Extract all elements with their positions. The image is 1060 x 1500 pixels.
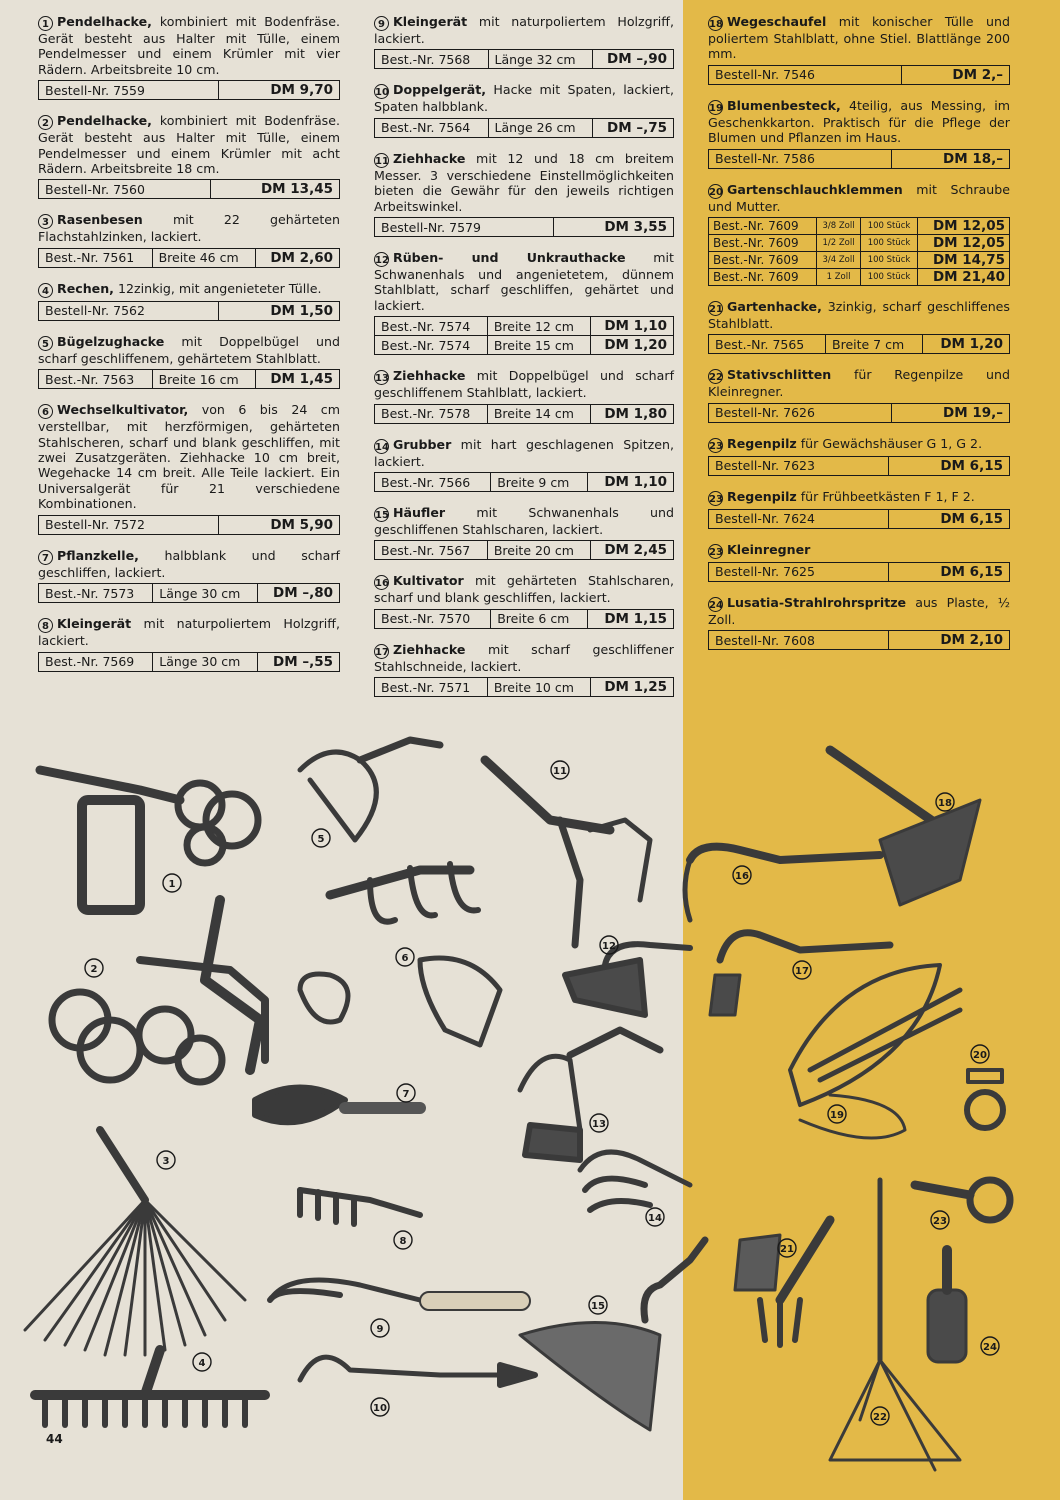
price-value: DM 1,80 [604,405,667,422]
item-name: Pendelhacke, [57,113,152,129]
item-name: Doppelgerät, [393,82,487,98]
callout-10: 10 [373,1403,387,1414]
cell-text: Best.-Nr. 7567 [381,542,471,558]
price-value: DM 1,10 [604,318,667,335]
tool-8-kleingeraet-drawing [300,1190,420,1224]
price-value: DM 6,15 [940,563,1003,580]
price-value: DM 1,10 [604,474,667,491]
item-text: Hacke mit Spaten, lackiert, Spaten halbblank. [374,82,674,115]
item-number-badge: 11 [374,153,389,168]
cell-text: Best.-Nr. 7609 [713,219,799,234]
price-value: DM 6,15 [940,457,1003,474]
cell-text: Bestell-Nr. 7579 [381,219,481,235]
item-text: mit Schraube und Mutter. [708,181,1010,214]
callout-21: 21 [780,1244,794,1255]
price-value: DM 18,– [942,150,1003,167]
item-name: Pflanzkelle, [57,547,139,563]
tool-24-strahlrohrspritze-drawing [928,1250,966,1362]
item-text: für Gewächshäuser G 1, G 2. [796,435,983,451]
price-value: DM 1,20 [604,337,667,354]
item-number-badge: 9 [374,16,389,31]
item-number-badge: 23 [708,491,723,506]
item-name: Kleingerät [393,14,468,29]
item-text: aus Plaste, ½ Zoll. [708,594,1010,627]
item-number-badge: 8 [38,618,53,633]
cell-text: 3/8 Zoll [822,221,855,232]
item-name: Blumenbesteck, [727,97,841,113]
item-text: mit hart geschlagenen Spitzen, lackiert. [374,436,674,469]
price-value: DM 9,70 [270,82,333,99]
tool-6-wechselkultivator-drawing [300,864,500,1045]
item-name: Grubber [393,436,452,452]
cell-text: 1/2 Zoll [822,238,855,249]
item-text: mit 22 gehärteten Flachstahlzinken, lackiert. [38,212,340,245]
price-value: DM 2,10 [940,632,1003,649]
item-number-badge: 23 [708,438,723,453]
tool-13-ziehhacke-drawing [520,1030,660,1160]
cell-text: 3/4 Zoll [822,255,855,266]
item-text: 4teilig, aus Messing, im Geschenkkarton. Praktisch für die Pflege der Blumen und Pflanzen im Haus. [708,97,1010,146]
tool-11-ziehhacke-drawing [485,760,650,945]
cell-text: Bestell-Nr. 7560 [45,181,145,197]
price-value: DM 21,40 [932,269,1005,286]
price-value: DM –,90 [606,51,667,68]
tool-23-regenpilz-drawing [915,1180,1010,1220]
item-text: kombiniert mit Bodenfräse. Gerät besteht aus Halter mit Tülle, einem Pendelmesser und einem Krümler mit acht Rädern. Arbeitsbreite 18 cm. [38,113,340,177]
cell-text: 100 Stück [867,238,911,249]
item-text: 12zinkig, mit angenieteter Tülle. [113,280,322,296]
callout-9: 9 [376,1324,384,1335]
callout-15: 15 [591,1301,605,1312]
cell-text: Breite 7 cm [832,336,905,352]
cell-text: Breite 20 cm [493,542,574,558]
price-value: DM 6,15 [940,510,1003,527]
item-number-badge: 22 [708,369,723,384]
cell-text: Best.-Nr. 7578 [381,406,471,422]
illustration-callout-numbers [91,766,997,1423]
item-name: Rasenbesen [57,212,143,228]
item-text: halbblank und scharf geschliffen, lackiert. [38,547,340,580]
item-number-badge: 1 [38,16,53,31]
cell-text: Best.-Nr. 7570 [381,611,471,627]
cell-text: Bestell-Nr. 7562 [45,303,145,319]
tool-5-buegelzughacke-drawing [300,740,440,840]
item-number-badge: 6 [38,404,53,419]
cell-text: Best.-Nr. 7574 [381,318,471,334]
item-number-badge: 19 [708,100,723,115]
item-text: mit naturpoliertem Holzgriff, lackiert. [374,14,674,46]
cell-text: Bestell-Nr. 7546 [715,67,815,83]
callout-18: 18 [938,798,952,809]
callout-14: 14 [648,1213,662,1224]
cell-text: Best.-Nr. 7609 [713,236,799,251]
tool-3-rasenbesen-drawing [25,1130,245,1355]
tool-1-pendelhacke-drawing [40,770,258,910]
item-name: Ziehhacke [393,150,466,166]
page-number: 44 [46,1432,63,1446]
cell-text: 100 Stück [867,221,911,232]
item-name: Regenpilz [727,435,797,451]
price-value: DM 1,20 [940,336,1003,353]
callout-1: 1 [168,879,176,890]
cell-text: Bestell-Nr. 7572 [45,517,145,533]
cell-text: Bestell-Nr. 7623 [715,458,815,474]
item-name: Bügelzughacke [57,333,165,349]
cell-text: Best.-Nr. 7565 [715,336,805,352]
item-text: mit Schwanenhals und geschliffenen Stahlscharen, lackiert. [374,505,674,538]
item-text: mit Doppelbügel und scharf geschliffenem Stahlblatt, lackiert. [374,368,674,401]
tool-20-schlauchklemme-drawing [967,1070,1003,1128]
cell-text: Bestell-Nr. 7624 [715,511,815,527]
cell-text: Breite 14 cm [493,406,574,422]
item-number-badge: 23 [708,544,723,559]
price-value: DM 12,05 [932,235,1005,252]
cell-text: Best.-Nr. 7609 [713,253,799,268]
cell-text: 100 Stück [867,272,911,283]
item-name: Rechen, [57,280,114,296]
cell-text: Breite 46 cm [158,250,239,266]
callout-23: 23 [933,1216,947,1227]
callout-24: 24 [983,1342,997,1353]
price-value: DM 12,05 [932,218,1005,235]
price-value: DM 1,45 [270,371,333,388]
illustration-callouts [85,761,999,1425]
item-name: Stativschlitten [727,367,832,383]
callout-7: 7 [402,1089,410,1100]
cell-text: Best.-Nr. 7574 [381,337,471,353]
cell-text: Best.-Nr. 7609 [713,270,799,285]
price-value: DM 19,– [942,404,1003,421]
cell-text: 1 Zoll [826,272,851,283]
item-number-badge: 21 [708,301,723,316]
price-value: DM 2,45 [604,542,667,559]
item-name: Häufler [393,505,446,521]
item-text: von 6 bis 24 cm verstellbar, mit herzförmigen, gehärteten Stahlscheren, scharf und blank geschliffen, mit zwei Zusatzgeräten. Ziehhacke 10 cm breit, Wegehacke 14 cm breit. Alle Teile lackiert. Ein Universalgerät für 21 verschiedene Kombinationen. [38,402,340,512]
tool-4-rechen-drawing [35,1350,265,1425]
price-value: DM 1,50 [270,302,333,319]
cell-text: Best.-Nr. 7571 [381,679,471,695]
item-name: Kultivator [393,573,464,589]
tool-21-gartenhacke-drawing [735,1220,830,1345]
tool-2-pendelhacke-drawing [52,900,265,1082]
callout-17: 17 [795,966,809,977]
item-name: Kleingerät [57,616,132,632]
cell-text: Best.-Nr. 7573 [45,585,135,601]
price-value: DM –,80 [272,585,333,602]
cell-text: 100 Stück [867,255,911,266]
item-name: Kleinregner [727,541,811,557]
cell-text: Länge 26 cm [494,120,576,136]
price-value: DM 5,90 [270,516,333,533]
cell-text: Bestell-Nr. 7586 [715,151,815,167]
cell-text: Best.-Nr. 7569 [45,654,135,669]
cell-text: Breite 15 cm [493,337,574,353]
callout-6: 6 [401,953,409,964]
callout-22: 22 [873,1412,887,1423]
callout-3: 3 [162,1156,170,1167]
item-number-badge: 4 [38,283,53,298]
price-value: DM 2,60 [270,249,333,266]
item-number-badge: 5 [38,336,53,351]
tool-9-kleingeraet-drawing [270,1280,530,1310]
item-number-badge: 13 [374,370,389,385]
price-value: DM 3,55 [604,219,667,236]
tool-10-doppelgeraet-drawing [300,1357,535,1385]
item-name: Gartenschlauchklemmen [727,181,903,197]
cell-text: Bestell-Nr. 7626 [715,405,815,421]
price-value: DM –,75 [606,119,667,136]
item-name: Lusatia-Strahlrohrspritze [727,594,907,610]
tool-12-rueben-unkrauthacke-drawing [565,944,690,1015]
cell-text: Länge 30 cm [159,654,241,669]
item-number-badge: 7 [38,550,53,565]
cell-text: Best.-Nr. 7564 [381,120,471,136]
price-value: DM 1,25 [604,679,667,696]
cell-text: Best.-Nr. 7563 [45,371,135,387]
item-name: Regenpilz [727,488,797,504]
cell-text: Best.-Nr. 7561 [45,250,135,266]
item-number-badge: 18 [708,16,723,31]
tool-7-pflanzkelle-drawing [255,1088,420,1123]
cell-text: Breite 16 cm [158,371,239,387]
item-number-badge: 14 [374,439,389,454]
callout-20: 20 [973,1050,987,1061]
item-text: mit Doppelbügel und scharf geschliffenem, gehärtetem Stahlblatt. [38,333,340,366]
tool-19-blumenbesteck-drawing [790,965,960,1138]
item-name: Ziehhacke [393,368,466,384]
item-name: Wechselkultivator, [57,402,189,418]
item-name: Pendelhacke, [57,14,152,29]
callout-8: 8 [399,1236,407,1247]
price-value: DM 14,75 [932,252,1005,269]
price-value: DM 2,– [952,66,1003,83]
item-number-badge: 10 [374,84,389,99]
callout-12: 12 [602,941,616,952]
cell-text: Länge 32 cm [494,51,576,67]
item-number-badge: 16 [374,575,389,590]
item-text: 3zinkig, scharf geschliffenes Stahlblatt. [708,299,1010,332]
tool-14-grubber-drawing [580,1152,690,1210]
cell-text: Breite 12 cm [493,318,574,334]
tool-18-wegeschaufel-drawing [830,750,980,905]
item-name: Ziehhacke [393,641,466,657]
callout-2: 2 [90,964,98,975]
callout-19: 19 [830,1110,844,1121]
item-text: mit konischer Tülle und poliertem Stahlblatt, ohne Stiel. Blattlänge 200 mm. [708,14,1010,62]
cell-text: Bestell-Nr. 7625 [715,564,815,580]
item-number-badge: 2 [38,115,53,130]
item-text: kombiniert mit Bodenfräse. Gerät besteht aus Halter mit Tülle, einem Pendelmesser und einem Krümler mit vier Rädern. Arbeitsbreite 10 cm. [38,14,340,77]
cell-text: Bestell-Nr. 7608 [715,632,815,648]
item-text: für Regenpilze und Kleinregner. [708,367,1010,400]
price-value: DM 13,45 [260,181,333,198]
callout-5: 5 [317,834,325,845]
item-text: mit 12 und 18 cm breitem Messer. 3 verschiedene Einstellmöglichkeiten bieten die Gewähr für den jeweils richtigen Arbeitswinkel. [374,150,674,214]
item-text: mit scharf geschliffener Stahlschneide, lackiert. [374,641,674,674]
cell-text: Breite 10 cm [493,679,574,695]
item-text: mit naturpoliertem Holzgriff, lackiert. [38,616,340,649]
cell-text: Breite 6 cm [497,611,570,627]
item-number-badge: 24 [708,597,723,612]
item-text: mit gehärteten Stahlscharen, scharf und blank geschliffen, lackiert. [374,573,674,606]
callout-11: 11 [553,766,567,777]
item-number-badge: 17 [374,644,389,659]
item-name: Wegeschaufel [727,14,827,29]
cell-text: Best.-Nr. 7568 [381,51,471,67]
cell-text: Breite 9 cm [497,474,570,490]
callout-4: 4 [198,1358,206,1369]
callout-13: 13 [592,1119,606,1130]
cell-text: Bestell-Nr. 7559 [45,82,145,98]
item-number-badge: 3 [38,214,53,229]
callout-16: 16 [735,871,749,882]
item-number-badge: 12 [374,252,389,267]
tool-15-haeufler-drawing [520,1240,705,1430]
tool-16-kultivator-drawing [685,847,880,920]
cell-text: Best.-Nr. 7566 [381,474,471,490]
price-value: DM 1,15 [604,610,667,627]
item-number-badge: 20 [708,184,723,199]
item-number-badge: 15 [374,507,389,522]
item-name: Gartenhacke, [727,299,822,315]
item-text: mit Schwanenhals und angenietetem, dünnem Stahlblatt, scharf geschliffen, gehärtet und lackiert. [374,250,674,313]
cell-text: Länge 30 cm [159,585,241,601]
item-text: für Frühbeetkästen F 1, F 2. [796,488,975,504]
price-value: DM –,55 [272,653,333,670]
item-name: Rüben- und Unkrauthacke [393,250,626,266]
